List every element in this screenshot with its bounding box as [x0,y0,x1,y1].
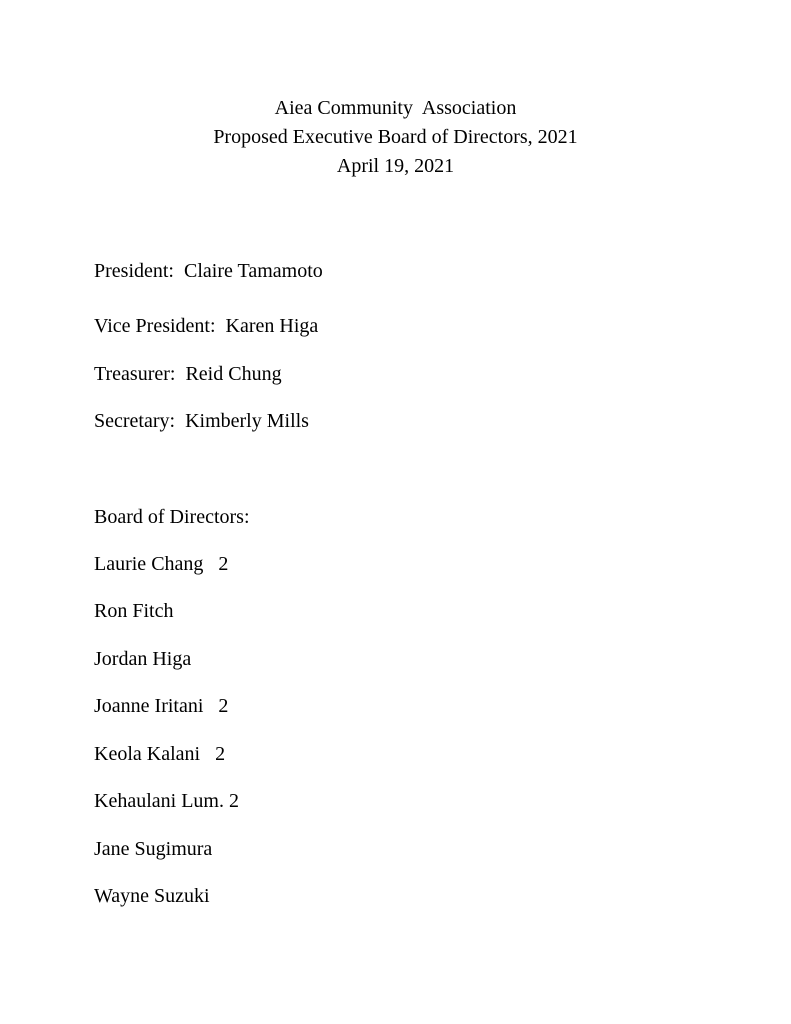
officer-label: Treasurer: [94,363,186,385]
document-subtitle: Proposed Executive Board of Directors, 2021 [213,126,578,148]
board-member [94,552,228,576]
board-member-name: Jane Sugimura [94,838,213,860]
officer-name: Claire Tamamoto [184,260,323,282]
board-member-note: 2 [200,743,226,765]
officer-vice-president [94,314,318,338]
board-member [94,742,225,766]
document-date: April 19, 2021 [336,155,455,177]
officer-label: Vice President: [94,315,226,337]
board-member [94,694,228,718]
officer-label: President: [94,260,184,282]
officer-name: Karen Higa [225,315,319,337]
board-member-name: Ron Fitch [94,600,174,622]
board-member-name: Joanne Iritani [94,695,204,717]
board-heading: Board of Directors: [94,506,250,528]
officer-president [94,259,323,283]
officer-name: Kimberly Mills [185,410,309,432]
officer-name: Reid Chung [185,363,282,385]
board-member-name: Jordan Higa [94,648,192,670]
board-member-name: Laurie Chang [94,553,204,575]
organization-title: Aiea Community Association [274,97,517,119]
officer-secretary [94,409,309,433]
document-header [0,94,791,181]
board-member-note: 2 [203,553,229,575]
officer-label: Secretary: [94,410,186,432]
board-member [94,647,191,671]
board-member-note: 2 [203,695,229,717]
board-member [94,837,212,861]
board-member-name: Wayne Suzuki [94,885,210,907]
board-member-note: 2 [223,790,239,812]
board-member-name: Keola Kalani [94,743,201,765]
board-member [94,789,239,813]
board-member-name: Kehaulani Lum. [94,790,224,812]
officer-treasurer [94,362,282,386]
board-member [94,884,210,908]
board-member [94,599,173,623]
